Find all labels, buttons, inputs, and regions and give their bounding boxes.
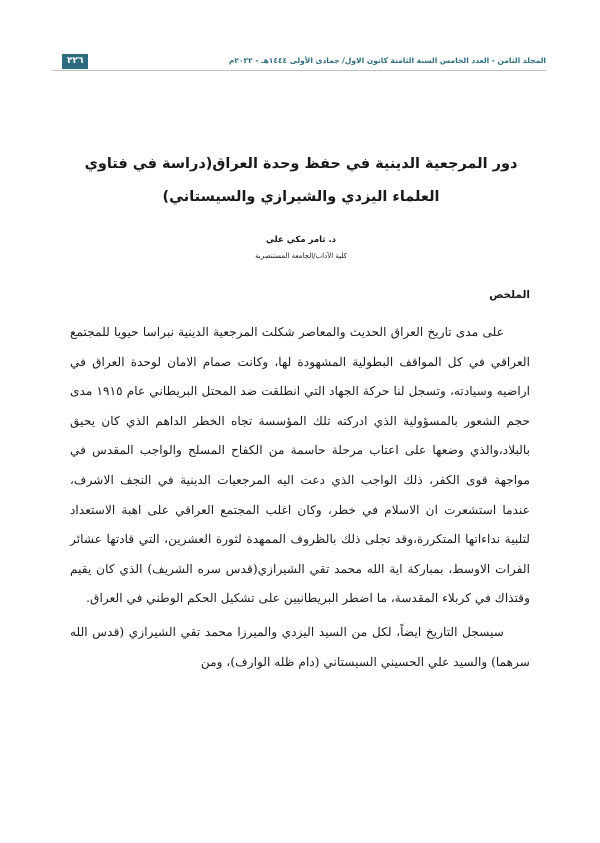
running-head-text: المجلد الثامن - العدد الخامس السنة الثامنة كانون الاول/ جمادى الأولى ١٤٤٤هـ - ٢٠٢٢م — [228, 56, 546, 65]
abstract-heading: الملخص — [489, 289, 530, 301]
abstract-paragraph-1: على مدى تاريخ العراق الحديث والمعاصر شكلت المرجعية الدينية نبراسا حيويا للمجتمع العراقي في كل المواقف البطولية المشهودة لها، وكانت صمام الامان لوحدة العراق في اراضيه وسيادته، وتسجل لنا حركة الجهاد التي انطلقت ضد المحتل البريطاني عام ١٩١٥ مدى حجم الشعور بالمسؤولية الذي ادركته تلك المؤسسة تجاه الخطر الداهم الذي كان يحيق بالبلاد،والذي وضعها على اعتاب مرحلة حاسمة من الكفاح المسلح والواجب المقدس في مواجهة قوى الكفر، ذلك الواجب الذي دعت اليه المرجعيات الدينية في النجف الاشرف، عندما استشعرت ان الاسلام في خطر، وكان اغلب المجتمع العراقي على اهبة الاستعداد لتلبية نداءاتها المتكررة،وقد تجلى ذلك بالظروف الممهدة لثورة العشرين، التي قادتها عشائر الفرات الاوسط، بمباركة اية الله محمد تقي الشيرازي(قدس سره الشريف) الذي كان يقيم وقتذاك في كربلاء المقدسة، ما اضطر البريطانيين على تشكيل الحكم الوطني في العراق. — [70, 325, 530, 606]
article-title: دور المرجعية الدينية في حفظ وحدة العراق(دراسة في فتاوي العلماء اليزدي والشيرازي والسيستاني) — [84, 156, 518, 205]
running-header — [52, 50, 546, 71]
abstract-paragraph-2: سيسجل التاريخ ايضاً، لكل من السيد اليزدي والميرزا محمد تقي الشيرازي (قدس الله سرهما) والسيد علي الحسيني السيستاني (دام ظله الوارف)، ومن — [70, 624, 530, 669]
author-affiliation: كلية الآداب/الجامعة المستنصرية — [255, 252, 347, 260]
page-number: ٣٢٦ — [62, 54, 88, 69]
abstract-body — [70, 318, 530, 677]
author-name: د. ثامر مكي علي — [265, 235, 337, 245]
